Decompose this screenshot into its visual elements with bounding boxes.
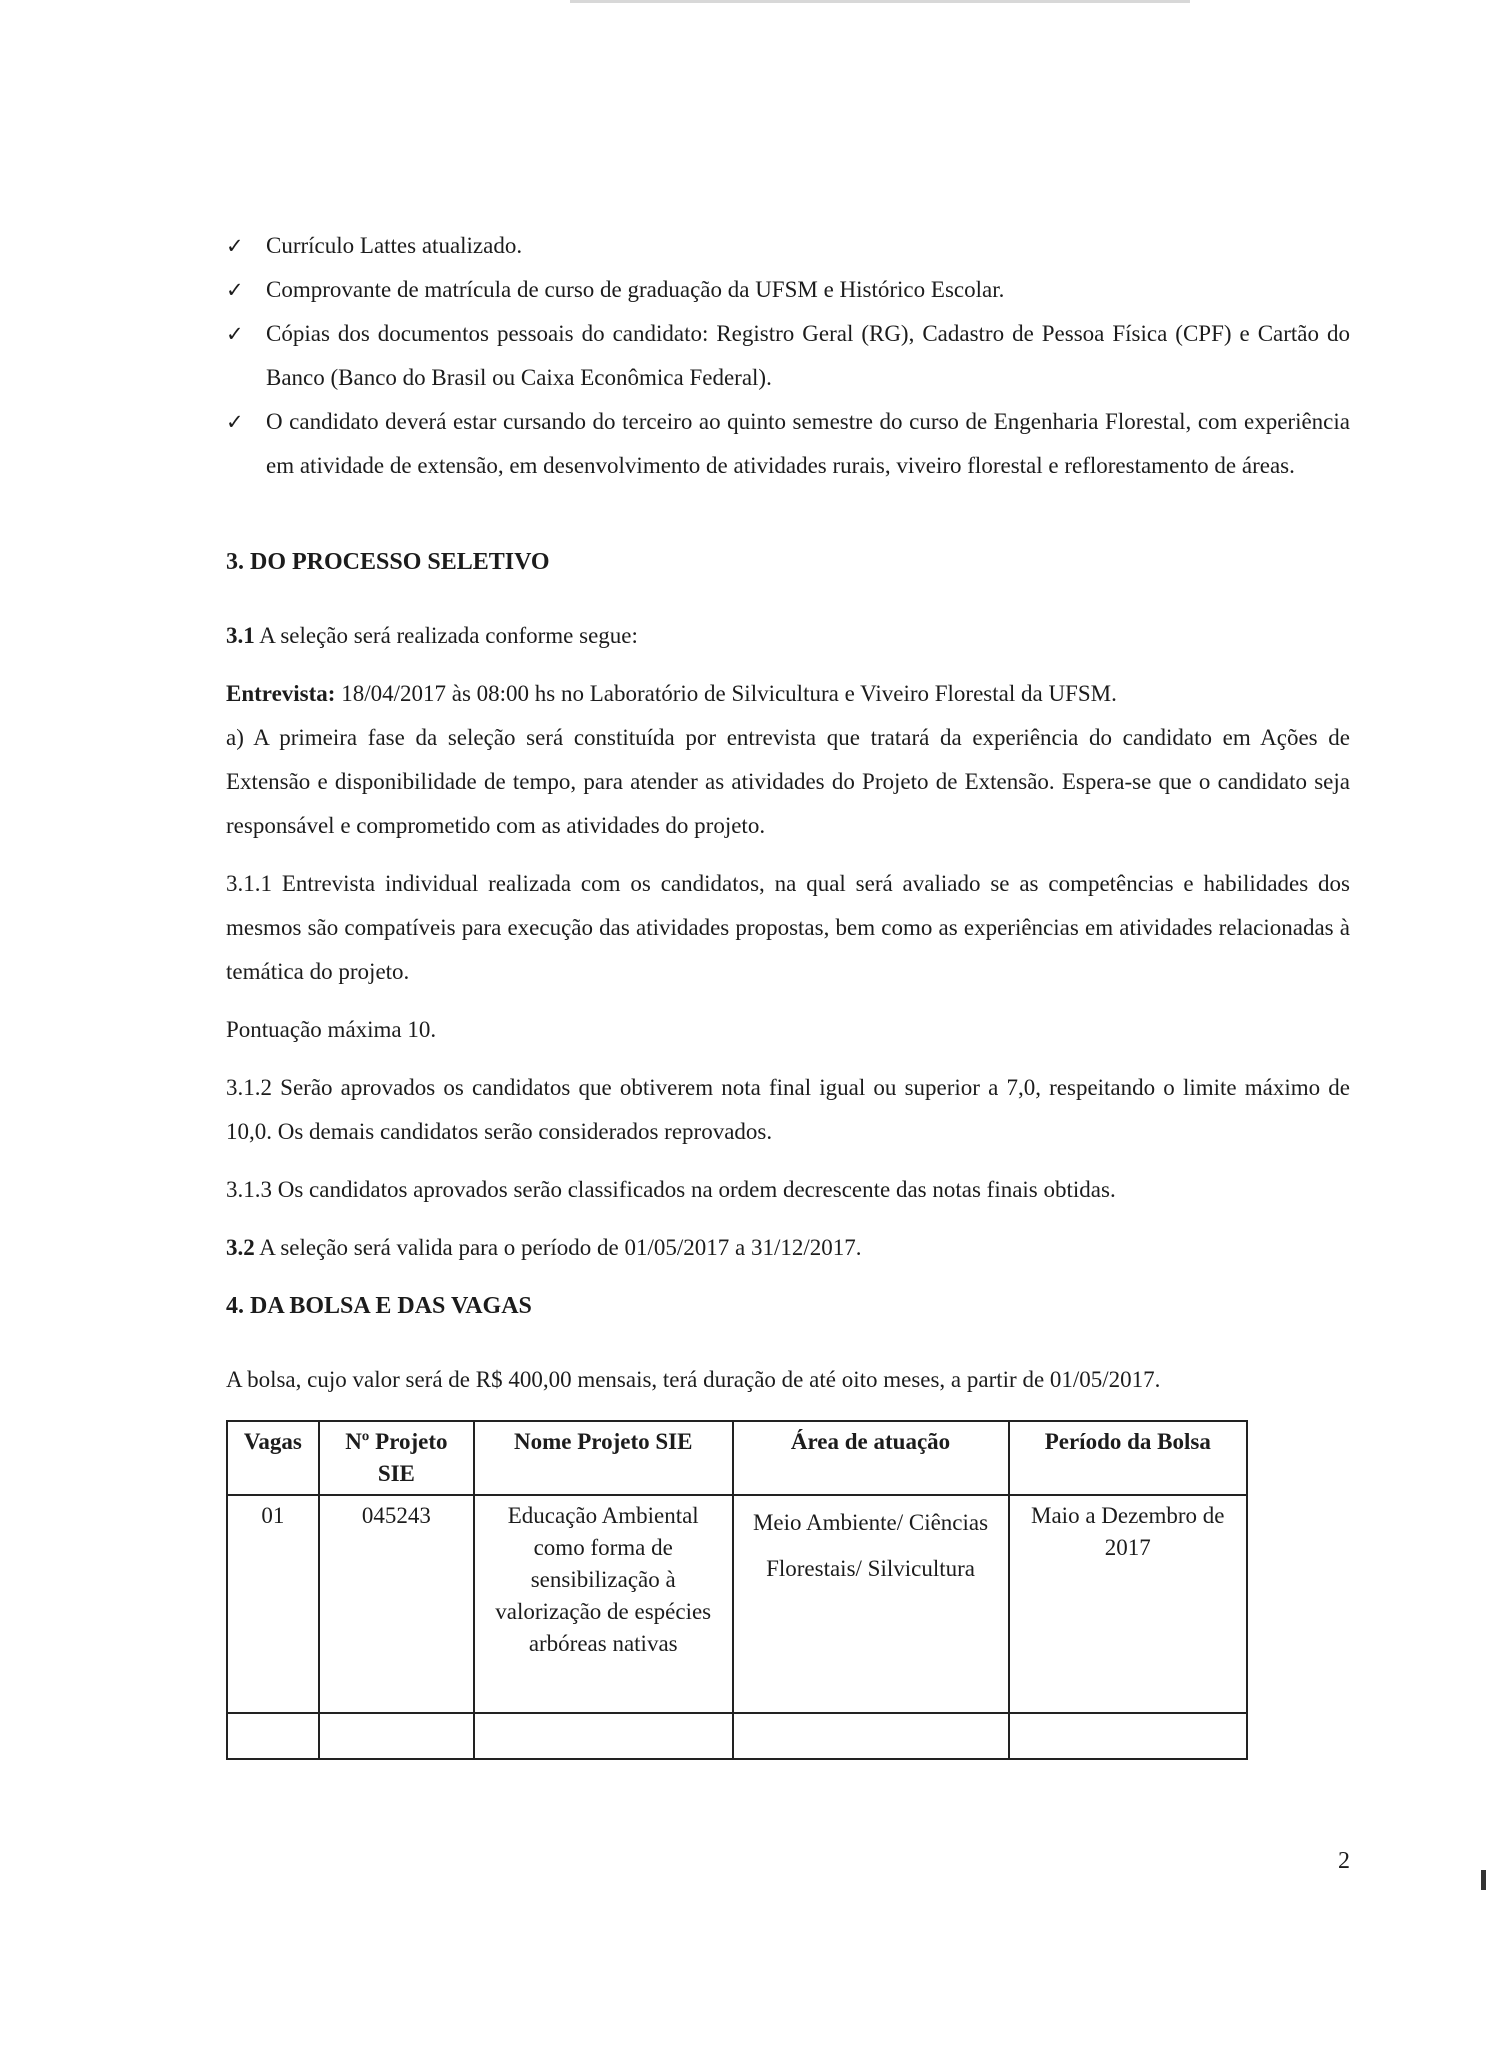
page-number: 2 [1338, 1848, 1350, 1874]
requirement-item-1 [226, 224, 1350, 268]
cell-project-name: Educação Ambiental como forma de sensibilização à valorização de espécies arbóreas nativas [474, 1495, 733, 1713]
requirement-item-4 [226, 400, 1350, 488]
section-3-1-2: 3.1.2 Serão aprovados os candidatos que obtiverem nota final igual ou superior a 7,0, respeitando o limite máximo de 10,0. Os demais candidatos serão considerados reprovados. [226, 1075, 1350, 1144]
scan-edge-mark [1481, 1870, 1486, 1890]
scan-edge-line [570, 0, 1190, 3]
requirement-text: Cópias dos documentos pessoais do candidato: Registro Geral (RG), Cadastro de Pessoa Física (CPF) e Cartão do Banco (Banco do Brasil ou Caixa Econômica Federal). [266, 321, 1350, 390]
check-icon: ✓ [226, 410, 244, 434]
section-3-1-3: 3.1.3 Os candidatos aprovados serão classificados na ordem decrescente das notas finais obtidas. [226, 1177, 1116, 1202]
table-row [227, 1495, 1247, 1713]
check-icon: ✓ [226, 278, 244, 302]
section-4-heading: 4. DA BOLSA E DAS VAGAS [226, 1293, 532, 1319]
paragraph-a: a) A primeira fase da seleção será constituída por entrevista que tratará da experiência do candidato em Ações de Extensão e disponibilidade de tempo, para atender as atividades do Projeto de Extensão. Espera-se que o candidato seja responsável e comprometido com as atividades do projeto. [226, 725, 1350, 838]
section-3-heading: 3. DO PROCESSO SELETIVO [226, 549, 550, 575]
section-3-1-text: A seleção será realizada conforme segue: [259, 623, 638, 648]
header-vagas: Vagas [227, 1421, 319, 1495]
table-empty-row [227, 1713, 1247, 1759]
check-icon: ✓ [226, 234, 244, 258]
section-3-1 [226, 614, 1350, 658]
requirement-text: Currículo Lattes atualizado. [266, 233, 523, 258]
header-period: Período da Bolsa [1009, 1421, 1247, 1495]
cell-area: Meio Ambiente/ Ciências Florestais/ Silvicultura [733, 1495, 1009, 1713]
check-icon: ✓ [226, 322, 244, 346]
interview-text: 18/04/2017 às 08:00 hs no Laboratório de Silvicultura e Viveiro Florestal da UFSM. [341, 681, 1117, 706]
max-score: Pontuação máxima 10. [226, 1017, 437, 1042]
requirement-item-2 [226, 268, 1350, 312]
interview-line [226, 672, 1350, 716]
section-3-1-1: 3.1.1 Entrevista individual realizada com os candidatos, na qual será avaliado se as competências e habilidades dos mesmos são compatíveis para execução das atividades propostas, bem como as experiências em atividades relacionadas à temática do projeto. [226, 871, 1350, 984]
header-project-name: Nome Projeto SIE [474, 1421, 733, 1495]
section-3-1-number: 3.1 [226, 623, 255, 648]
scholarship-intro: A bolsa, cujo valor será de R$ 400,00 mensais, terá duração de até oito meses, a partir de 01/05/2017. [226, 1367, 1161, 1392]
requirement-text: Comprovante de matrícula de curso de graduação da UFSM e Histórico Escolar. [266, 277, 1005, 302]
header-area: Área de atuação [733, 1421, 1009, 1495]
section-3-2-text: A seleção será valida para o período de 01/05/2017 a 31/12/2017. [259, 1235, 862, 1260]
interview-label: Entrevista: [226, 681, 336, 706]
document-body [226, 224, 1350, 1760]
table-header-row [227, 1421, 1247, 1495]
section-3-2-number: 3.2 [226, 1235, 255, 1260]
section-3-2 [226, 1226, 1350, 1270]
requirement-text: O candidato deverá estar cursando do terceiro ao quinto semestre do curso de Engenharia Florestal, com experiência em atividade de extensão, em desenvolvimento de atividades rurais, viveiro florestal e reflorestamento de áreas. [266, 409, 1350, 478]
cell-period: Maio a Dezembro de 2017 [1009, 1495, 1247, 1713]
cell-project-number: 045243 [319, 1495, 474, 1713]
requirement-item-3 [226, 312, 1350, 400]
header-project-number: Nº Projeto SIE [319, 1421, 474, 1495]
cell-vagas: 01 [227, 1495, 319, 1713]
vacancy-table [226, 1420, 1248, 1760]
